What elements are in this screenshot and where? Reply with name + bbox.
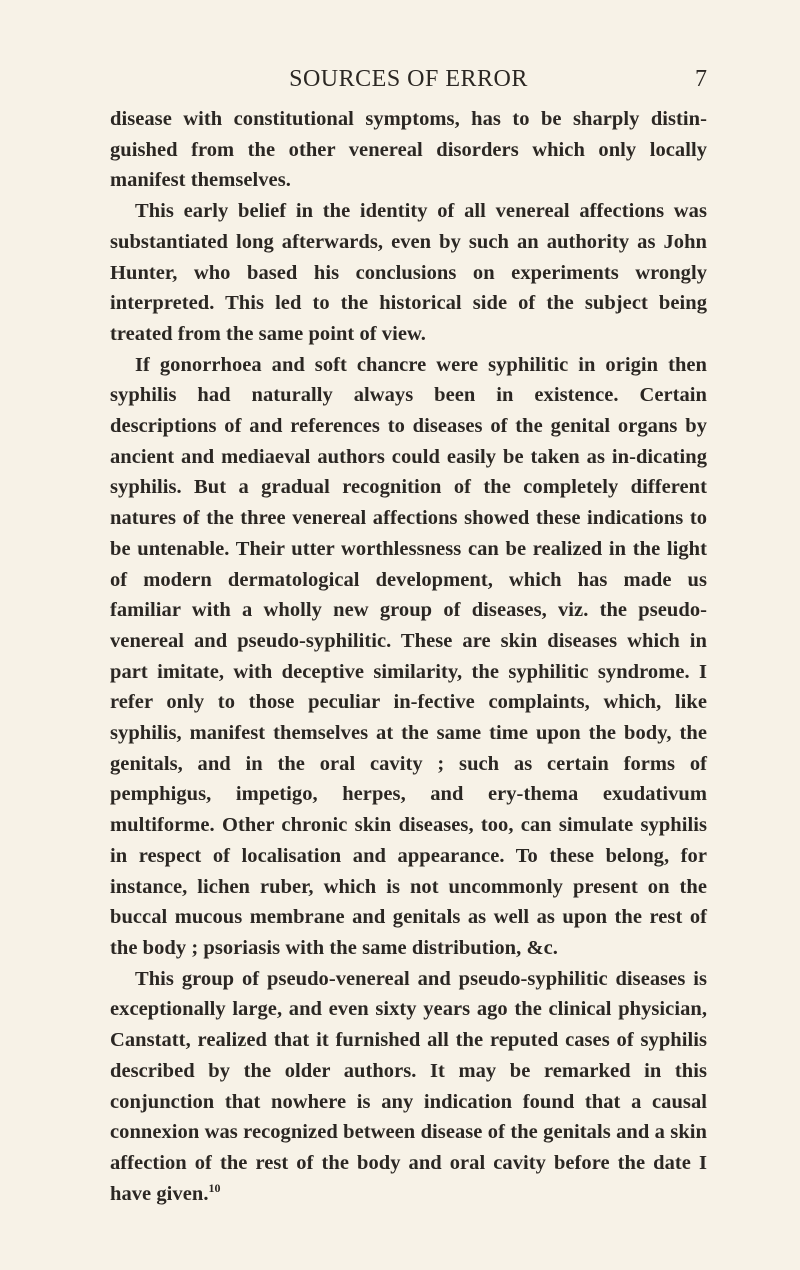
footnote-reference[interactable]: 10 — [208, 1180, 221, 1195]
running-title: SOURCES OF ERROR — [289, 66, 528, 92]
paragraph-pseudo-syphilitic: If gonorrhoea and soft chancre were syphilitic in origin then syphilis had naturally always been in existence. Certain descriptions of and references to diseases of the genital organs by ancient and mediaeval authors could easily be taken as in-dicating syphilis. But a gradual recognition of the completely different natures of the three venereal affections showed these indications to be untenable. Their utter worthlessness can be realized in the light of modern dermatological development, which has made us familiar with a wholly new group of diseases, viz. the pseudo-venereal and pseudo-syphilitic. These are skin diseases which in part imitate, with deceptive similarity, the syphilitic syndrome. I refer only to those peculiar in-fective complaints, which, like syphilis, manifest themselves at the same time upon the body, the genitals, and in the oral cavity ; such as certain forms of pemphigus, impetigo, herpes, and ery-thema exudativum multiforme. Other chronic skin diseases, too, can simulate syphilis in respect of localisation and appearance. To these belong, for instance, lichen ruber, which is not uncommonly present on the buccal mucous membrane and genitals as well as upon the rest of the body ; psoriasis with the same distribution, &c. — [110, 353, 707, 959]
body-text — [110, 104, 707, 1209]
paragraph-john-hunter: This early belief in the identity of all venereal affections was substantiated long afterwards, even by such an authority as John Hunter, who based his conclusions on experiments wrongly interpreted. This led to the historical side of the subject being treated from the same point of view. — [110, 200, 707, 345]
paragraph-canstatt — [110, 964, 707, 1210]
paragraph-canstatt-text: This group of pseudo-venereal and pseudo-syphilitic diseases is exceptionally large, and even sixty years ago the clinical physician, Canstatt, realized that it furnished all the reputed cases of syphilis described by the older authors. It may be remarked in this conjunction that nowhere is any indication found that a causal connexion was recognized between disease of the genitals and a skin affection of the rest of the body and oral cavity before the date I have given. — [110, 967, 707, 1205]
paragraph-continuation: disease with constitutional symptoms, has to be sharply distin-guished from the other venereal disorders which only locally manifest themselves. — [110, 108, 707, 192]
page-number: 7 — [695, 66, 707, 92]
page-header — [110, 66, 707, 100]
